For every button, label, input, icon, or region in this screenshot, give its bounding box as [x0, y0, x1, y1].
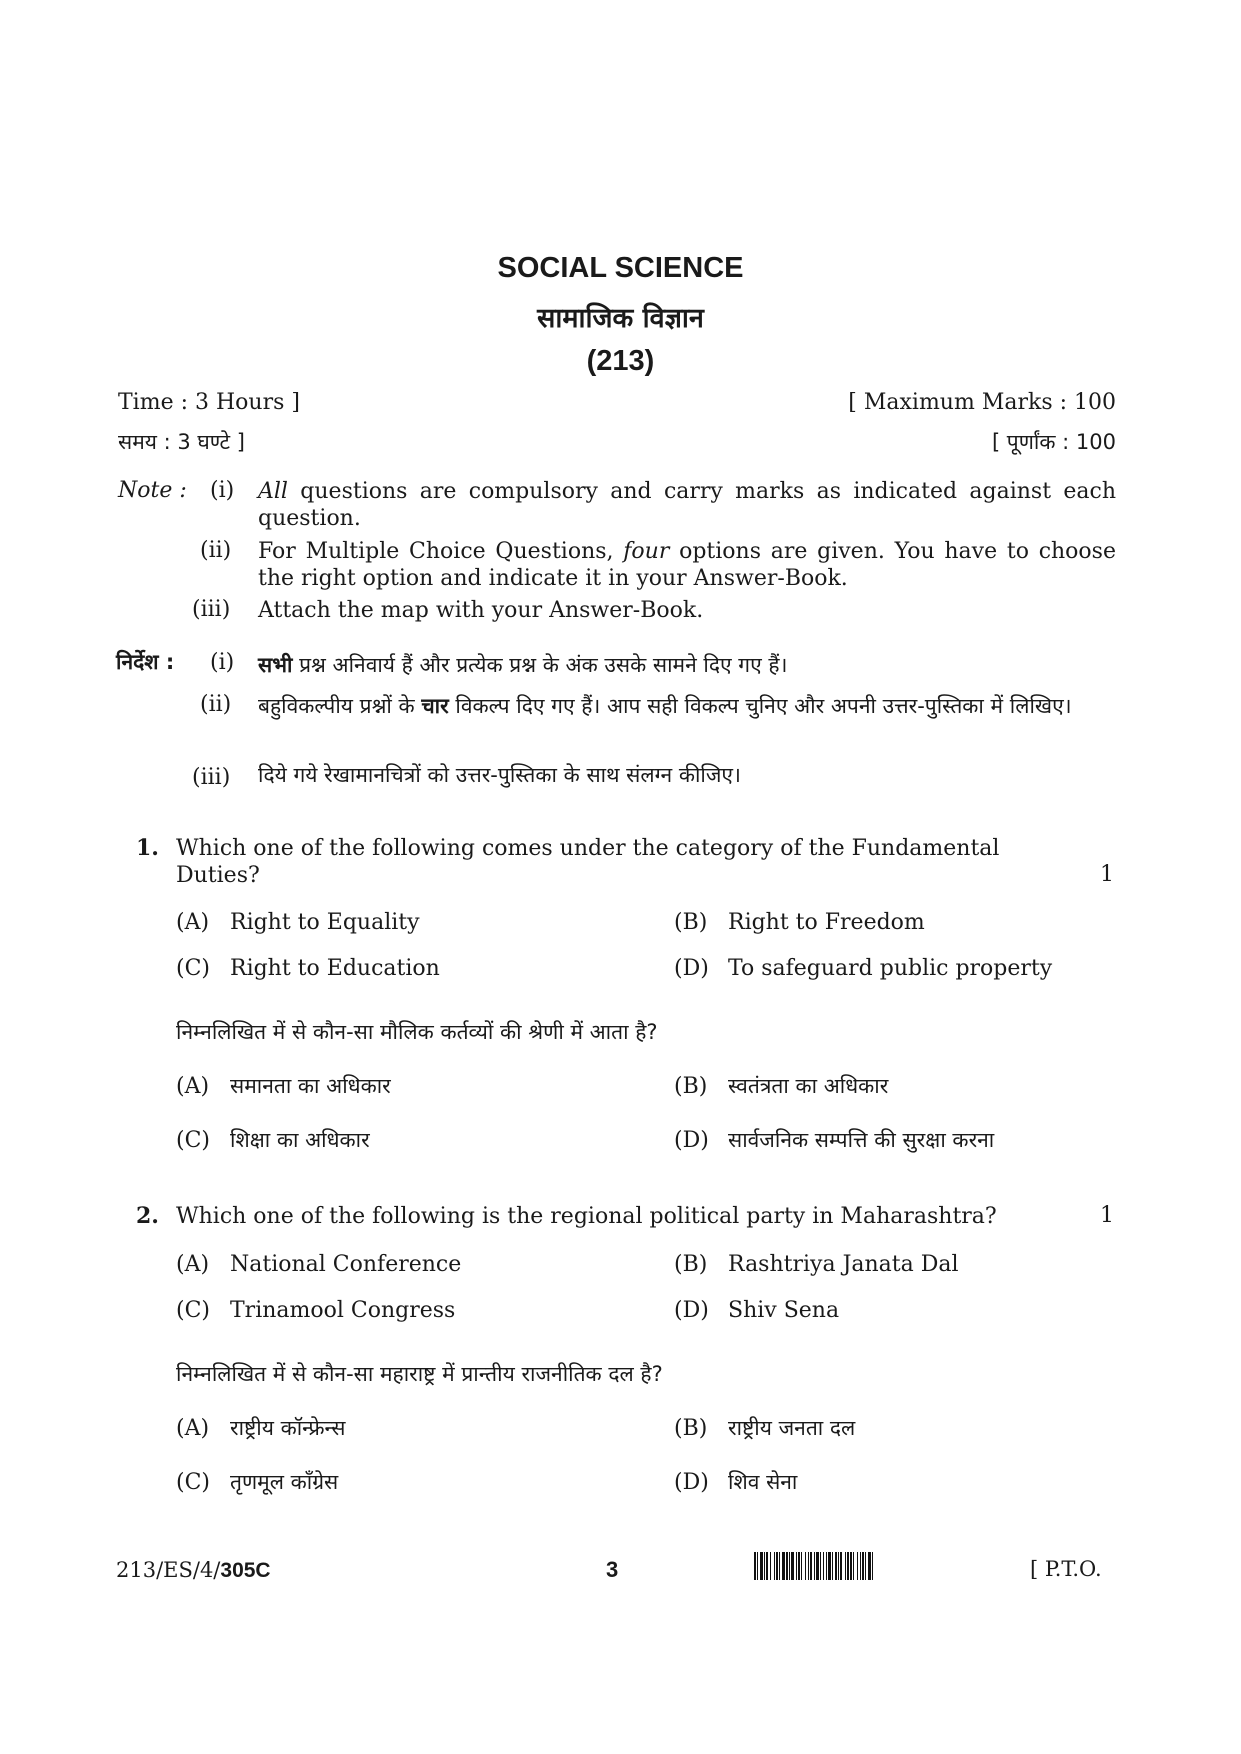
- option-text: National Conference: [230, 1252, 462, 1277]
- note-label-hindi: निर्देश :: [116, 650, 175, 674]
- option-text: राष्ट्रीय जनता दल: [728, 1416, 856, 1440]
- paper-title-english: SOCIAL SCIENCE: [497, 252, 744, 284]
- option-label: (B): [674, 1074, 708, 1099]
- note-label: Note :: [118, 478, 187, 503]
- option-label: (A): [176, 1252, 210, 1277]
- note-num-iii: (iii): [192, 597, 231, 622]
- note-item-3: Attach the map with your Answer-Book.: [258, 598, 704, 623]
- paper-title-hindi: सामाजिक विज्ञान: [537, 303, 704, 334]
- option-text: सार्वजनिक सम्पत्ति की सुरक्षा करना: [728, 1128, 995, 1152]
- note-num-i: (i): [210, 478, 235, 503]
- option-label: (B): [674, 1416, 708, 1441]
- q1-option-c-hindi: [176, 1126, 370, 1154]
- option-label: (A): [176, 1074, 210, 1099]
- q1-option-b: [674, 910, 925, 935]
- option-text: Right to Equality: [230, 910, 420, 935]
- option-text: Right to Freedom: [728, 910, 925, 935]
- note-emph: All: [258, 479, 288, 504]
- note-text: questions are compulsory and carry marks as indicated against each question.: [258, 479, 1116, 531]
- option-text: स्वतंत्रता का अधिकार: [728, 1074, 889, 1098]
- time-hindi: समय : 3 घण्टे ]: [118, 430, 246, 454]
- q1-option-d: [674, 956, 1052, 981]
- note-emph: four: [623, 539, 670, 564]
- question-1-text: Which one of the following comes under the category of the Fundamental Duties?: [176, 836, 1000, 888]
- question-2-marks: 1: [1100, 1203, 1114, 1228]
- q2-option-b-hindi: [674, 1414, 855, 1442]
- option-text: Trinamool Congress: [230, 1298, 456, 1323]
- question-2-text: Which one of the following is the regional political party in Maharashtra?: [176, 1204, 997, 1229]
- option-label: (C): [176, 956, 210, 981]
- note-num-ii: (ii): [200, 538, 232, 563]
- option-label: (D): [674, 956, 709, 981]
- question-1-marks: 1: [1100, 862, 1114, 887]
- note-text: options are given. You have to choose the right option and indicate it in your Answer-Book.: [258, 539, 1116, 591]
- option-text: Rashtriya Janata Dal: [728, 1252, 959, 1277]
- q2-option-c-hindi: [176, 1468, 338, 1496]
- option-label: (A): [176, 1416, 210, 1441]
- note-hi-text: प्रश्न अनिवार्य हैं और प्रत्येक प्रश्न के अंक उसके सामने दिए गए हैं।: [292, 653, 788, 677]
- option-label: (D): [674, 1128, 709, 1153]
- q1-option-c: [176, 956, 440, 981]
- please-turn-over: [ P.T.O.: [1030, 1557, 1102, 1581]
- option-label: (B): [674, 1252, 708, 1277]
- time-english: Time : 3 Hours ]: [118, 390, 300, 415]
- option-label: (C): [176, 1128, 210, 1153]
- option-label: (D): [674, 1298, 709, 1323]
- option-text: शिक्षा का अधिकार: [230, 1128, 370, 1152]
- note-hi-num-iii: (iii): [192, 765, 231, 790]
- footer-code-bold: 305C: [220, 1559, 271, 1582]
- note-hi-item-2: [258, 689, 1116, 723]
- option-text: To safeguard public property: [728, 956, 1053, 981]
- option-text: Right to Education: [230, 956, 440, 981]
- q1-option-a-hindi: [176, 1072, 391, 1100]
- barcode-stripe: [873, 1552, 875, 1580]
- footer-code-prefix: 213/ES/4/: [116, 1558, 221, 1582]
- note-hi-bold: चार: [421, 694, 449, 718]
- option-label: (C): [176, 1470, 210, 1495]
- q1-option-a: [176, 910, 420, 935]
- question-2-text-hindi: निम्नलिखित में से कौन-सा महाराष्ट्र में प्रान्तीय राजनीतिक दल है?: [176, 1362, 663, 1386]
- question-1-text-hindi: निम्नलिखित में से कौन-सा मौलिक कर्तव्यों की श्रेणी में आता है?: [176, 1020, 658, 1044]
- option-text: शिव सेना: [728, 1470, 798, 1494]
- note-hi-item-3: दिये गये रेखामानचित्रों को उत्तर-पुस्तिका के साथ संलग्न कीजिए।: [258, 763, 741, 787]
- barcode-icon: [754, 1552, 1016, 1580]
- option-text: राष्ट्रीय कॉन्फ्रेन्स: [230, 1416, 346, 1440]
- option-label: (D): [674, 1470, 709, 1495]
- question-1-number: 1.: [136, 835, 159, 861]
- footer-paper-code: [116, 1558, 271, 1583]
- q2-option-b: [674, 1252, 959, 1277]
- question-2-number: 2.: [136, 1203, 159, 1229]
- option-text: तृणमूल कॉंग्रेस: [230, 1470, 339, 1494]
- note-item-1: [258, 478, 1116, 532]
- note-hi-num-ii: (ii): [200, 692, 232, 717]
- q2-option-d-hindi: [674, 1468, 797, 1496]
- option-text: Shiv Sena: [728, 1298, 840, 1323]
- note-hi-bold: सभी: [258, 653, 293, 677]
- q2-option-d: [674, 1298, 839, 1323]
- q2-option-a: [176, 1252, 461, 1277]
- note-hi-item-1: [258, 648, 1116, 682]
- q1-option-d-hindi: [674, 1126, 994, 1154]
- option-label: (B): [674, 910, 708, 935]
- max-marks-english: [ Maximum Marks : 100: [848, 390, 1116, 415]
- note-hi-text: विकल्प दिए गए हैं। आप सही विकल्प चुनिए और अपनी उत्तर-पुस्तिका में लिखिए।: [448, 694, 1072, 718]
- paper-code: (213): [586, 345, 655, 377]
- note-hi-num-i: (i): [210, 650, 235, 675]
- q2-option-a-hindi: [176, 1414, 346, 1442]
- option-text: समानता का अधिकार: [230, 1074, 391, 1098]
- option-label: (A): [176, 910, 210, 935]
- note-hi-pre: बहुविकल्पीय प्रश्नों के: [258, 694, 422, 718]
- page-number: 3: [606, 1557, 619, 1582]
- note-item-2: [258, 538, 1116, 592]
- max-marks-hindi: [ पूर्णांक : 100: [991, 430, 1116, 454]
- q1-option-b-hindi: [674, 1072, 888, 1100]
- note-pre: For Multiple Choice Questions,: [258, 539, 624, 564]
- q2-option-c: [176, 1298, 455, 1323]
- option-label: (C): [176, 1298, 210, 1323]
